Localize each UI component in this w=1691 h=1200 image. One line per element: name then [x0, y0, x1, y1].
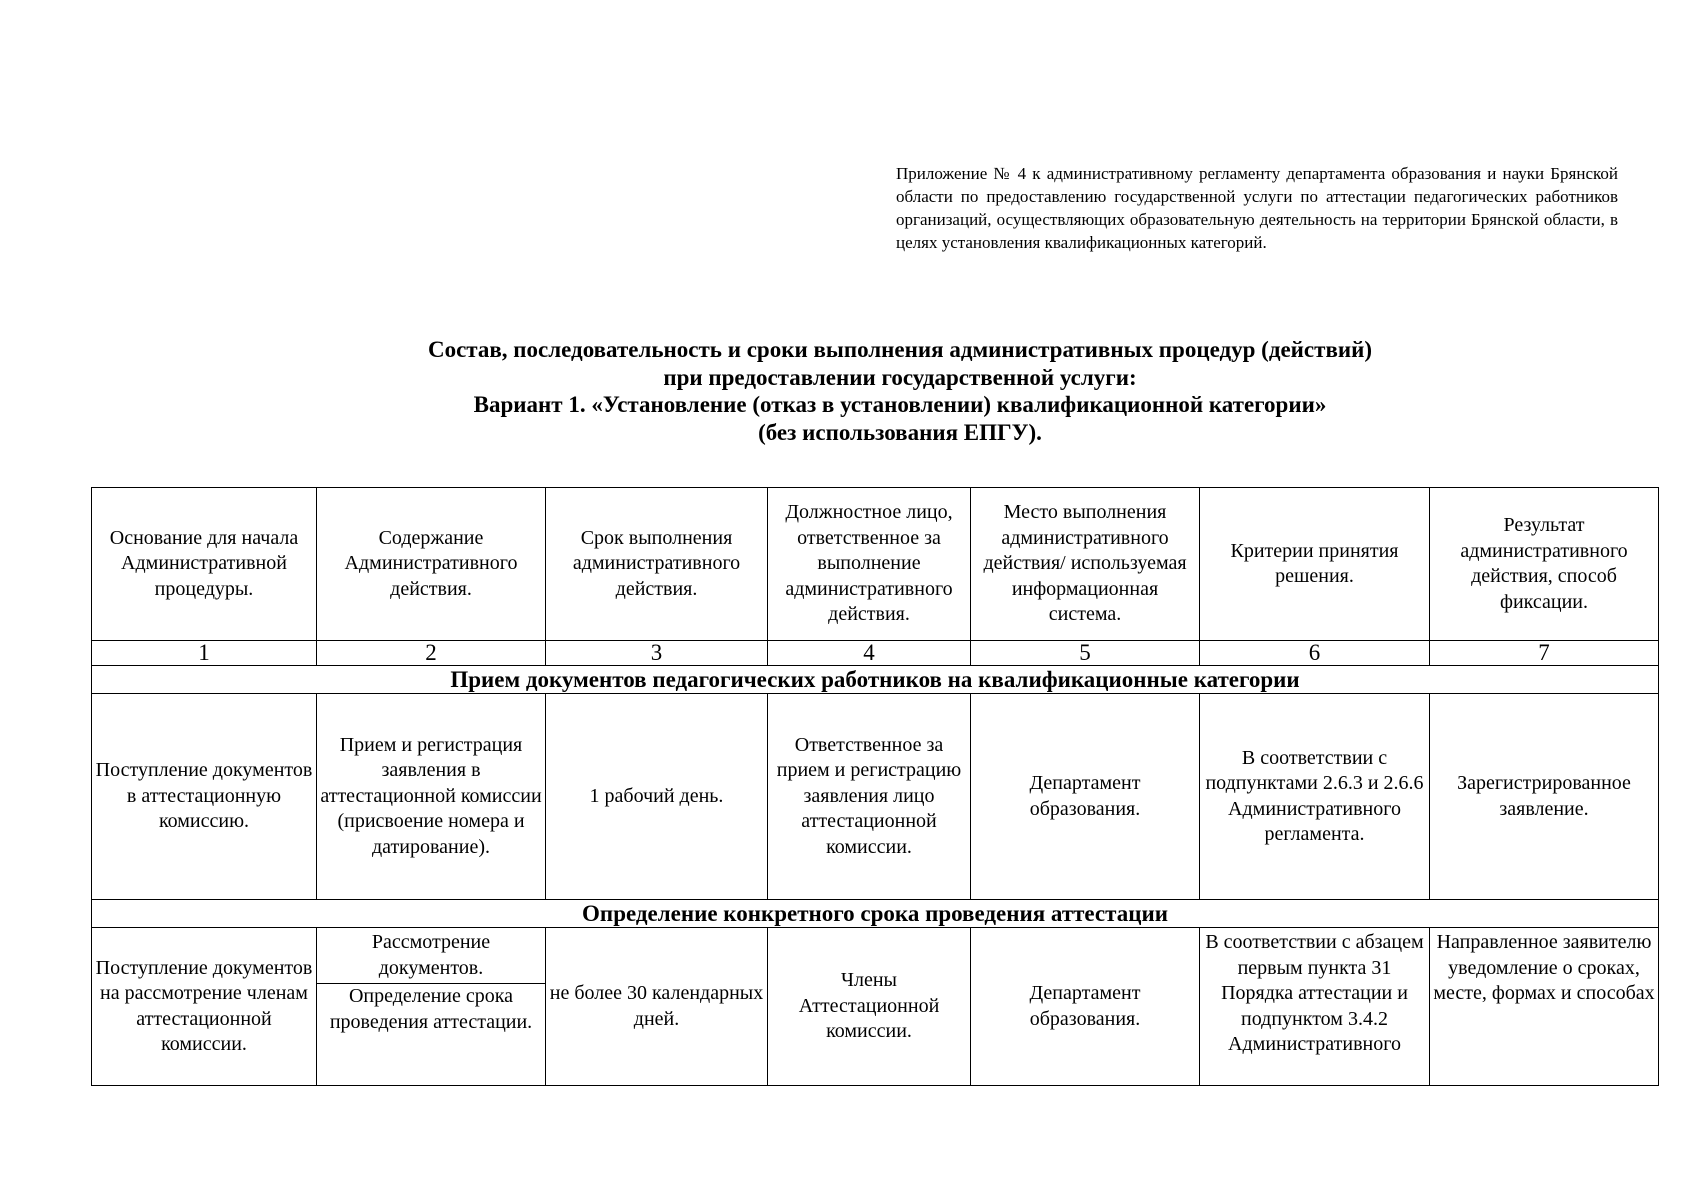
- cell-place: Департамент образования.: [971, 694, 1200, 900]
- section-row: [92, 666, 1659, 694]
- header-term: Срок выполнения административного действия.: [546, 488, 768, 641]
- cell-basis: Поступление документов в аттестационную комиссию.: [92, 694, 317, 900]
- column-number: 3: [546, 641, 768, 666]
- cell-term: не более 30 календарных дней.: [546, 928, 768, 1086]
- header-criteria: Критерии принятия решения.: [1200, 488, 1430, 641]
- header-content: Содержание Административного действия.: [317, 488, 546, 641]
- column-number: 2: [317, 641, 546, 666]
- cell-criteria: В соответствии с подпунктами 2.6.3 и 2.6.6 Административного регламента.: [1200, 694, 1430, 900]
- section-title-reception: Прием документов педагогических работников на квалификационные категории: [92, 666, 1659, 694]
- cell-place: Департамент образования.: [971, 928, 1200, 1086]
- title-line-3: Вариант 1. «Установление (отказ в установлении) квалификационной категории»: [473, 392, 1327, 417]
- header-result: Результат административного действия, способ фиксации.: [1430, 488, 1659, 641]
- cell-content-review: Рассмотрение документов.: [317, 928, 546, 984]
- cell-content-term: Определение срока проведения аттестации.: [317, 984, 546, 1086]
- cell-result: Направленное заявителю уведомление о сроках, месте, формах и способах: [1430, 928, 1659, 1086]
- cell-result: Зарегистрированное заявление.: [1430, 694, 1659, 900]
- document-title: [150, 336, 1650, 446]
- header-place: Место выполнения административного действия/ используемая информационная система.: [971, 488, 1200, 641]
- title-line-4: (без использования ЕПГУ).: [758, 419, 1042, 445]
- table-row: [92, 928, 1659, 984]
- table-header-row: [92, 488, 1659, 641]
- column-number: 6: [1200, 641, 1430, 666]
- section-title-term: Определение конкретного срока проведения аттестации: [92, 900, 1659, 928]
- procedures-table: [91, 487, 1659, 1086]
- table-row: [92, 694, 1659, 900]
- cell-content: Прием и регистрация заявления в аттестационной комиссии (присвоение номера и датирование).: [317, 694, 546, 900]
- cell-official: Члены Аттестационной комиссии.: [768, 928, 971, 1086]
- title-line-1: Состав, последовательность и сроки выполнения административных процедур (действий): [427, 337, 1373, 362]
- column-number: 5: [971, 641, 1200, 666]
- appendix-note: Приложение № 4 к административному регламенту департамента образования и науки Брянской области по предоставлению государственной услуги по аттестации педагогических работников организаций, осуществляющих образовательную деятельность на территории Брянской области, в целях установления квалификационных категорий.: [896, 164, 1618, 252]
- title-line-2: при предоставлении государственной услуги:: [663, 364, 1137, 390]
- cell-criteria: В соответствии с абзацем первым пункта 31 Порядка аттестации и подпунктом 3.4.2 Административного: [1200, 928, 1430, 1086]
- cell-basis: Поступление документов на рассмотрение членам аттестационной комиссии.: [92, 928, 317, 1086]
- cell-official: Ответственное за прием и регистрацию заявления лицо аттестационной комиссии.: [768, 694, 971, 900]
- column-number: 1: [92, 641, 317, 666]
- cell-term: 1 рабочий день.: [546, 694, 768, 900]
- column-number: 7: [1430, 641, 1659, 666]
- section-row: [92, 900, 1659, 928]
- header-official: Должностное лицо, ответственное за выполнение административного действия.: [768, 488, 971, 641]
- header-basis: Основание для начала Административной процедуры.: [92, 488, 317, 641]
- column-numbers-row: [92, 641, 1659, 666]
- column-number: 4: [768, 641, 971, 666]
